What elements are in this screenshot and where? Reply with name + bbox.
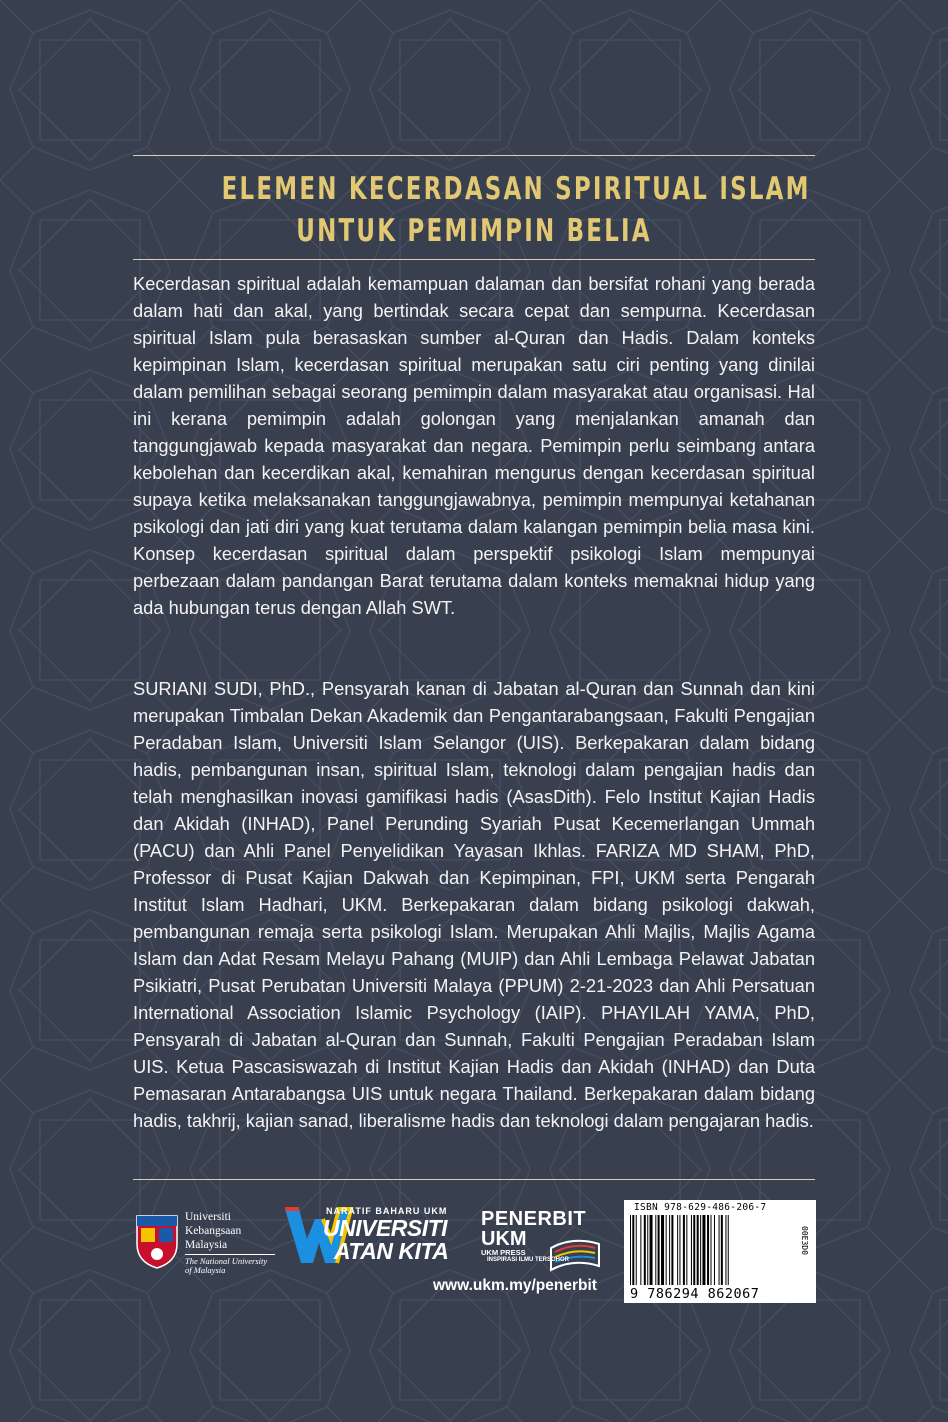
isbn-barcode — [624, 1200, 816, 1303]
ukm-name-line-1: Universiti — [185, 1211, 231, 1223]
uwk-tagline: NARATIF BAHARU UKM — [326, 1206, 448, 1216]
isbn-text: ISBN 978-629-486-206-7 — [634, 1202, 767, 1213]
uwk-line-2: ATAN KITA — [334, 1238, 449, 1264]
penerbit-line-1: PENERBIT — [481, 1208, 587, 1230]
ukm-subtitle-2: of Malaysia — [185, 1265, 226, 1275]
synopsis-paragraph: Kecerdasan spiritual adalah kemampuan dalaman dan bersifat rohani yang berada dalam hati dan akal, yang bertindak secara cepat dan sempurna. Kecerdasan spiritual Islam pula berasaskan sumber al-Quran dan Hadis. Dalam konteks kepimpinan Islam, kecerdasan spiritual merupakan satu ciri penting yang dinilai dalam pemilihan sebagai seorang pemimpin dalam masyarakat atau organisasi. Hal ini kerana pemimpin adalah golongan yang menjalankan amanah dan tanggungjawab kepada masyarakat dan negara. Pemimpin perlu seimbang antara kebolehan dan kecerdikan akal, kemahiran mengurus dengan kecerdasan spiritual supaya ketika melaksanakan tanggungjawabnya, pemimpin mempunyai ketahanan psikologi dan jati diri yang kuat terutama dalam kalangan pemimpin belia masa kini. Konsep kecerdasan spiritual dalam perspektif psikologi Islam mempunyai perbezaan dalam pandangan Barat terutama dalam konteks memaknai hidup yang ada hubungan terus dengan Allah SWT. — [133, 273, 815, 618]
book-title — [133, 168, 815, 252]
penerbit-line-4: INSPIRASI ILMU TERSOHOR — [487, 1257, 570, 1263]
top-divider — [133, 155, 815, 156]
title-divider — [133, 259, 815, 260]
ukm-name-line-3: Malaysia — [185, 1239, 228, 1251]
publisher-logos — [133, 1200, 815, 1310]
ukm-wordmark — [185, 1210, 275, 1275]
penerbit-line-3: UKM PRESS — [481, 1248, 526, 1257]
title-line-1: ELEMEN KECERDASAN SPIRITUAL ISLAM — [221, 171, 811, 207]
barcode-side-code: 00E3D0 — [800, 1226, 809, 1255]
title-line-2: UNTUK PEMIMPIN BELIA — [296, 213, 652, 249]
uwk-line-1: UNIVERSITI — [323, 1215, 448, 1241]
ukm-subtitle-1: The National University — [185, 1256, 268, 1266]
penerbit-line-2: UKM — [481, 1228, 527, 1250]
barcode-bars-icon — [630, 1215, 788, 1285]
barcode-digits: 9 786294 862067 — [630, 1286, 760, 1302]
bottom-divider — [133, 1179, 815, 1180]
publisher-url[interactable]: www.ukm.my/penerbit — [433, 1277, 597, 1294]
ukm-crest-icon — [133, 1210, 181, 1270]
authors-paragraph: SURIANI SUDI, PhD., Pensyarah kanan di Jabatan al-Quran dan Sunnah dan kini merupakan Timbalan Dekan Akademik dan Pengantarabangsaan, Fakulti Pengajian Peradaban Islam, Universiti Islam Selangor (UIS). Berkepakaran dalam bidang hadis, pembangunan insan, spiritual Islam, teknologi dalam pengajian hadis dan telah menghasilkan inovasi gamifikasi hadis (AsasDith). Felo Institut Kajian Hadis dan Akidah (INHAD), Panel Perunding Syariah Pusat Kecemerlangan Ummah (PACU) dan Ahli Panel Penyelidikan Yayasan Ikhlas. FARIZA MD SHAM, PhD, Professor di Pusat Kajian Dakwah dan Kepimpinan, FPI, UKM serta Pengarah Institut Islam Hadhari, UKM. Berkepakaran dalam bidang psikologi dakwah, pembangunan remaja serta psikologi Islam. Merupakan Ahli Majlis, Majlis Agama Islam dan Adat Resam Melayu Pahang (MUIP) dan Ahli Lembaga Pelawat Jabatan Psikiatri, Pusat Perubatan Universiti Malaya (PPUM) 2-21-2023 dan Ahli Persatuan International Association Islamic Psychology (IAIP). PHAYILAH YAMA, PhD, Pensyarah di Jabatan al-Quran dan Sunnah, Fakulti Pengajian Peradaban Islam UIS. Ketua Pascasiswazah di Institut Kajian Hadis dan Akidah (INHAD) dan Duta Pemasaran Antarabangsa UIS untuk negara Thailand. Berkepakaran dalam bidang hadis, takhrij, kajian sanad, liberalisme hadis dan teknologi dalam pengajaran hadis. — [133, 678, 815, 1131]
ukm-name-line-2: Kebangsaan — [185, 1225, 242, 1237]
